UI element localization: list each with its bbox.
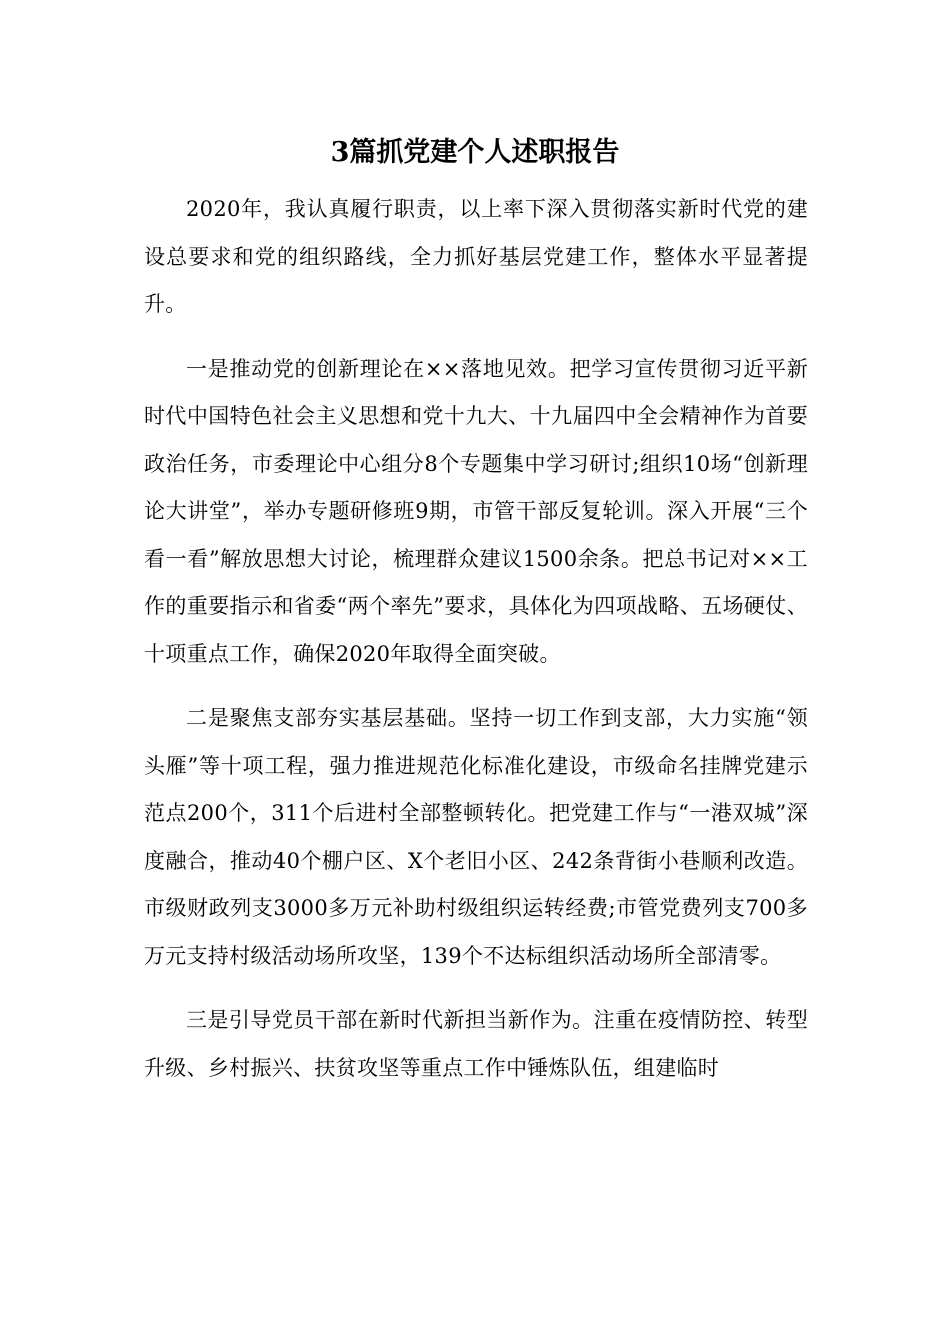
document-body xyxy=(144,186,808,1109)
paragraph-theory: 一是推动党的创新理论在××落地见效。把学习宣传贯彻习近平新时代中国特色社会主义思想和党十九大、十九届四中全会精神作为首要政治任务，市委理论中心组分8个专题集中学习研讨;组织10场“创新理论大讲堂”，举办专题研修班9期，市管干部反复轮训。深入开展“三个看一看”解放思想大讨论，梳理群众建议1500余条。把总书记对××工作的重要指示和省委“两个率先”要求，具体化为四项战略、五场硬仗、十项重点工作，确保2020年取得全面突破。 xyxy=(144,356,808,666)
document-title: 3篇抓党建个人述职报告 xyxy=(330,137,620,168)
paragraph-intro: 2020年，我认真履行职责，以上率下深入贯彻落实新时代党的建设总要求和党的组织路线，全力抓好基层党建工作，整体水平显著提升。 xyxy=(144,197,808,316)
paragraph-branch: 二是聚焦支部夯实基层基础。坚持一切工作到支部，大力实施“领头雁”等十项工程，强力推进规范化标准化建设，市级命名挂牌党建示范点200个，311个后进村全部整顿转化。把党建工作与“一港双城”深度融合，推动40个棚户区、X个老旧小区、242条背街小巷顺利改造。市级财政列支3000多万元补助村级组织运转经费;市管党费列支700多万元支持村级活动场所攻坚，139个不达标组织活动场所全部清零。 xyxy=(144,706,808,968)
paragraph-cadres: 三是引导党员干部在新时代新担当新作为。注重在疫情防控、转型升级、乡村振兴、扶贫攻坚等重点工作中锤炼队伍，组建临时 xyxy=(144,1008,808,1080)
